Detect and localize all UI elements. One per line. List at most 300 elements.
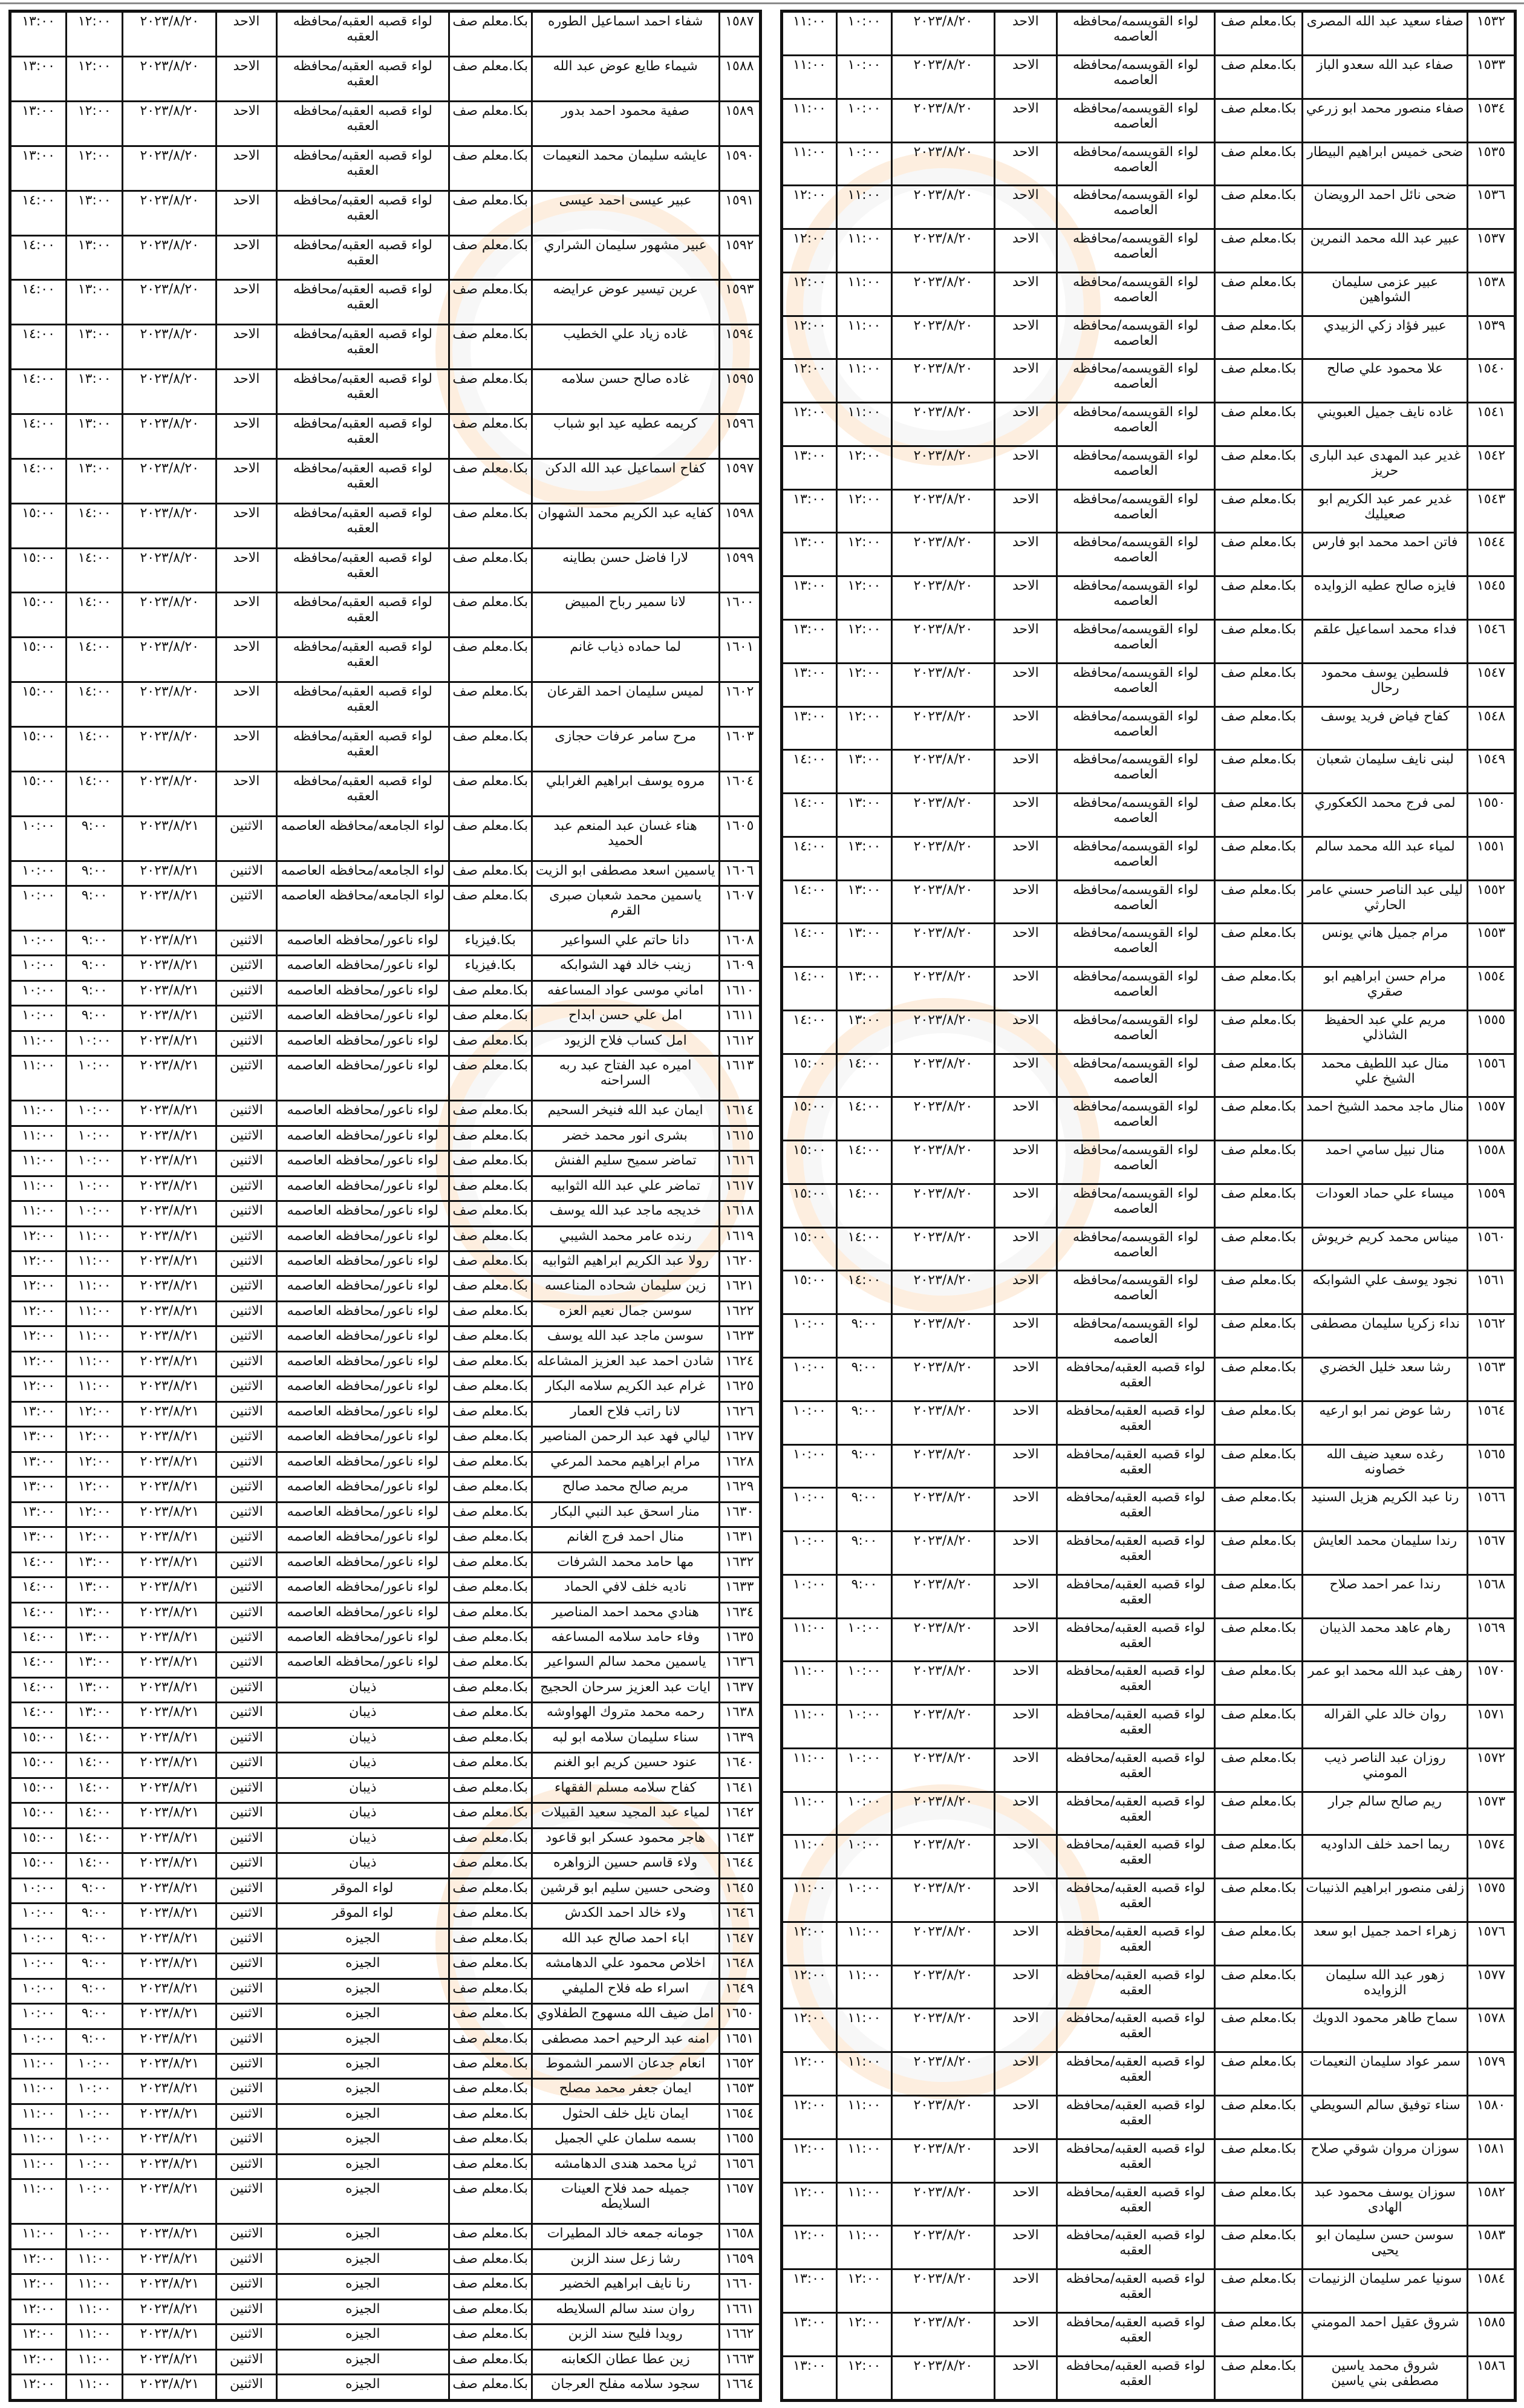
cell-district: لواء القويسمه/محافظه العاصمه <box>1057 1141 1214 1184</box>
cell-from: ١٤:٠٠ <box>67 593 123 638</box>
cell-num: ١٥٣٦ <box>1468 186 1516 229</box>
cell-day: الاحد <box>994 1010 1057 1054</box>
cell-name: ليالي فهد عبد الرحمن المناصير <box>532 1427 719 1452</box>
cell-date: ٢٠٢٣/٨/٢٠ <box>892 1835 995 1879</box>
cell-num: ١٦١٧ <box>719 1176 760 1201</box>
table-row <box>782 2356 1516 2400</box>
cell-spec: بكا.معلم صف <box>449 1703 532 1728</box>
cell-day: الاثنين <box>217 1878 276 1903</box>
cell-to: ١١:٠٠ <box>782 1662 837 1705</box>
cell-name: لمى فرج محمد الكعكوري <box>1303 794 1468 837</box>
cell-district: الجيزه <box>276 2004 449 2029</box>
cell-spec: بكا.معلم صف <box>449 1728 532 1752</box>
cell-spec: بكا.معلم صف <box>449 2299 532 2324</box>
table-row <box>782 489 1516 533</box>
cell-district: لواء ناعور/محافظه العاصمه <box>276 1502 449 1527</box>
cell-from: ١١:٠٠ <box>837 316 892 359</box>
cell-day: الاثنين <box>217 2349 276 2374</box>
cell-num: ١٦٤٤ <box>719 1853 760 1878</box>
cell-day: الاحد <box>994 1574 1057 1618</box>
cell-from: ١١:٠٠ <box>67 1377 123 1401</box>
cell-district: الجيزه <box>276 2154 449 2179</box>
cell-name: نجود يوسف علي الشوابكه <box>1303 1271 1468 1314</box>
cell-district: لواء قصبه العقبه/محافظه العقبه <box>276 727 449 772</box>
cell-name: ليلى عبد الناصر حسني عامر الحارثي <box>1303 880 1468 924</box>
table-row <box>782 11 1516 56</box>
cell-district: الجيزه <box>276 2179 449 2224</box>
cell-name: شيماء طايع عوض عبد الله <box>532 57 719 102</box>
cell-date: ٢٠٢٣/٨/٢٠ <box>123 102 217 146</box>
cell-from: ١٠:٠٠ <box>837 56 892 99</box>
cell-to: ١١:٠٠ <box>782 1618 837 1662</box>
cell-num: ١٦٢٦ <box>719 1401 760 1426</box>
cell-spec: بكا.معلم صف <box>449 1628 532 1653</box>
cell-date: ٢٠٢٣/٨/٢٠ <box>892 186 995 229</box>
table-body <box>782 11 1516 2401</box>
cell-district: لواء القويسمه/محافظه العاصمه <box>1057 533 1214 576</box>
cell-district: لواء ناعور/محافظه العاصمه <box>276 1527 449 1552</box>
cell-spec: بكا.معلم صف <box>1214 880 1303 924</box>
cell-district: لواء القويسمه/محافظه العاصمه <box>1057 359 1214 403</box>
cell-district: لواء قصبه العقبه/محافظه العقبه <box>1057 1879 1214 1922</box>
table-row <box>10 1653 761 1677</box>
cell-name: عبير مشهور سليمان الشراري <box>532 235 719 280</box>
cell-district: لواء ناعور/محافظه العاصمه <box>276 1602 449 1627</box>
cell-num: ١٦٢٧ <box>719 1427 760 1452</box>
cell-to: ١٣:٠٠ <box>782 706 837 750</box>
cell-from: ١٤:٠٠ <box>837 1141 892 1184</box>
cell-name: غاده نايف جميل العبويني <box>1303 403 1468 446</box>
cell-name: منال احمد فرج الغانم <box>532 1527 719 1552</box>
cell-day: الاحد <box>994 663 1057 706</box>
cell-from: ٩:٠٠ <box>67 1928 123 1953</box>
table-row <box>10 1031 761 1056</box>
cell-day: الاحد <box>994 1314 1057 1358</box>
cell-day: الاحد <box>994 794 1057 837</box>
cell-district: لواء ناعور/محافظه العاصمه <box>276 1427 449 1452</box>
cell-day: الاحد <box>217 57 276 102</box>
cell-day: الاثنين <box>217 1803 276 1828</box>
cell-date: ٢٠٢٣/٨/٢٠ <box>892 489 995 533</box>
cell-to: ١٣:٠٠ <box>782 2269 837 2313</box>
cell-name: ايمان نايل خلف الحثول <box>532 2104 719 2129</box>
table-row <box>782 1965 1516 2009</box>
cell-spec: بكا.معلم صف <box>1214 1314 1303 1358</box>
cell-date: ٢٠٢٣/٨/٢١ <box>123 1126 217 1150</box>
table-row <box>782 1618 1516 1662</box>
cell-name: لبنى نايف سليمان شعبان <box>1303 750 1468 794</box>
cell-to: ١٥:٠٠ <box>10 1853 67 1878</box>
cell-day: الاثنين <box>217 1301 276 1326</box>
cell-num: ١٥٧٤ <box>1468 1835 1516 1879</box>
table-row <box>10 2374 761 2400</box>
cell-name: عايشه سليمان محمد النعيمات <box>532 146 719 191</box>
cell-date: ٢٠٢٣/٨/٢١ <box>123 956 217 980</box>
cell-day: الاحد <box>217 370 276 414</box>
cell-district: لواء القويسمه/محافظه العاصمه <box>1057 186 1214 229</box>
cell-day: الاحد <box>994 1618 1057 1662</box>
cell-name: صفاء منصور محمد ابو زرعي <box>1303 99 1468 142</box>
cell-name: جومانه جمعه خالد المطيرات <box>532 2224 719 2249</box>
cell-district: لواء قصبه العقبه/محافظه العقبه <box>276 503 449 548</box>
cell-date: ٢٠٢٣/٨/٢١ <box>123 1677 217 1702</box>
cell-num: ١٦٠٦ <box>719 861 760 886</box>
cell-from: ١٣:٠٠ <box>837 750 892 794</box>
cell-day: الاحد <box>994 1401 1057 1444</box>
cell-day: الاثنين <box>217 1728 276 1752</box>
table-row <box>782 706 1516 750</box>
table-row <box>782 1141 1516 1184</box>
cell-from: ١٣:٠٠ <box>67 414 123 459</box>
cell-spec: بكا.معلم صف <box>449 886 532 931</box>
cell-date: ٢٠٢٣/٨/٢١ <box>123 2054 217 2078</box>
table-row <box>10 2274 761 2299</box>
cell-day: الاحد <box>994 142 1057 186</box>
cell-day: الاحد <box>994 619 1057 663</box>
cell-day: الاثنين <box>217 1427 276 1452</box>
cell-district: لواء القويسمه/محافظه العاصمه <box>1057 403 1214 446</box>
cell-name: لانا سمير رباح المبيض <box>532 593 719 638</box>
cell-to: ١١:٠٠ <box>10 2179 67 2224</box>
cell-district: لواء ناعور/محافظه العاصمه <box>276 1578 449 1602</box>
cell-num: ١٥٩٧ <box>719 458 760 503</box>
cell-district: لواء قصبه العقبه/محافظه العقبه <box>1057 2139 1214 2182</box>
cell-num: ١٦٢٠ <box>719 1251 760 1276</box>
cell-spec: بكا.معلم صف <box>1214 1748 1303 1792</box>
cell-from: ١٤:٠٠ <box>67 1828 123 1853</box>
cell-date: ٢٠٢٣/٨/٢١ <box>123 2274 217 2299</box>
cell-date: ٢٠٢٣/٨/٢٠ <box>892 1662 995 1705</box>
cell-date: ٢٠٢٣/٨/٢١ <box>123 1552 217 1577</box>
cell-district: لواء ناعور/محافظه العاصمه <box>276 1006 449 1031</box>
cell-date: ٢٠٢٣/٨/٢١ <box>123 2079 217 2104</box>
cell-num: ١٥٦٨ <box>1468 1574 1516 1618</box>
table-row <box>10 1728 761 1752</box>
cell-spec: بكا.معلم صف <box>1214 186 1303 229</box>
cell-num: ١٥٩٣ <box>719 280 760 325</box>
cell-day: الاثنين <box>217 1401 276 1426</box>
cell-num: ١٥٨٧ <box>719 11 760 57</box>
cell-num: ١٦١٦ <box>719 1151 760 1176</box>
cell-district: لواء قصبه العقبه/محافظه العقبه <box>276 146 449 191</box>
cell-name: لميس سليمان احمد القرعان <box>532 682 719 727</box>
cell-num: ١٥٨٥ <box>1468 2312 1516 2356</box>
cell-district: لواء قصبه العقبه/محافظه العقبه <box>1057 2226 1214 2269</box>
cell-to: ١٢:٠٠ <box>782 403 837 446</box>
cell-to: ١١:٠٠ <box>782 56 837 99</box>
cell-day: الاحد <box>994 2269 1057 2313</box>
cell-district: لواء قصبه العقبه/محافظه العقبه <box>276 325 449 370</box>
table-row <box>782 1401 1516 1444</box>
cell-date: ٢٠٢٣/٨/٢١ <box>123 1401 217 1426</box>
table-row <box>10 1578 761 1602</box>
table-row <box>10 1401 761 1426</box>
cell-day: الاحد <box>994 99 1057 142</box>
cell-date: ٢٠٢٣/٨/٢٠ <box>892 837 995 880</box>
cell-from: ٩:٠٠ <box>837 1488 892 1532</box>
cell-name: رنا عبد الكريم هزيل السنيد <box>1303 1488 1468 1532</box>
cell-from: ١٢:٠٠ <box>837 619 892 663</box>
table-row <box>10 57 761 102</box>
table-row <box>782 1574 1516 1618</box>
cell-day: الاحد <box>994 2009 1057 2052</box>
cell-from: ٩:٠٠ <box>67 956 123 980</box>
cell-spec: بكا.معلم صف <box>449 1928 532 1953</box>
cell-day: الاحد <box>217 235 276 280</box>
cell-day: الاثنين <box>217 1326 276 1351</box>
cell-day: الاثنين <box>217 1552 276 1577</box>
cell-day: الاثنين <box>217 1276 276 1301</box>
cell-spec: بكا.معلم صف <box>1214 272 1303 316</box>
cell-from: ١٣:٠٠ <box>67 1602 123 1627</box>
cell-spec: بكا.معلم صف <box>449 1477 532 1502</box>
table-row <box>10 956 761 980</box>
cell-to: ١٣:٠٠ <box>782 663 837 706</box>
cell-to: ١٣:٠٠ <box>10 1401 67 1426</box>
cell-day: الاثنين <box>217 1226 276 1251</box>
cell-date: ٢٠٢٣/٨/٢١ <box>123 816 217 861</box>
cell-date: ٢٠٢٣/٨/٢١ <box>123 1527 217 1552</box>
cell-to: ١٢:٠٠ <box>782 2009 837 2052</box>
cell-day: الاثنين <box>217 2249 276 2274</box>
cell-day: الاثنين <box>217 816 276 861</box>
cell-date: ٢٠٢٣/٨/٢١ <box>123 1301 217 1326</box>
cell-to: ١١:٠٠ <box>10 1126 67 1150</box>
cell-to: ١١:٠٠ <box>782 1879 837 1922</box>
cell-spec: بكا.معلم صف <box>449 1351 532 1376</box>
cell-name: ياسمين اسعد مصطفى ابو الزيت <box>532 861 719 886</box>
cell-date: ٢٠٢٣/٨/٢٠ <box>892 967 995 1011</box>
cell-to: ١٠:٠٠ <box>10 1954 67 1979</box>
cell-from: ١٤:٠٠ <box>67 1753 123 1778</box>
cell-from: ١٠:٠٠ <box>837 142 892 186</box>
cell-to: ١١:٠٠ <box>10 2129 67 2154</box>
cell-to: ١٤:٠٠ <box>10 1578 67 1602</box>
cell-day: الاحد <box>217 325 276 370</box>
cell-name: سوسن حسن سليمان ابو يحيى <box>1303 2226 1468 2269</box>
cell-name: وفاء حامد سلامه المساعفه <box>532 1628 719 1653</box>
cell-num: ١٥٧٨ <box>1468 2009 1516 2052</box>
cell-to: ١١:٠٠ <box>10 1101 67 1126</box>
cell-date: ٢٠٢٣/٨/٢١ <box>123 1828 217 1853</box>
cell-name: عبير عيسى احمد عيسى <box>532 191 719 235</box>
cell-date: ٢٠٢٣/٨/٢١ <box>123 2004 217 2029</box>
cell-to: ١٢:٠٠ <box>782 2139 837 2182</box>
cell-day: الاثنين <box>217 1502 276 1527</box>
cell-spec: بكا.معلم صف <box>449 1904 532 1928</box>
table-row <box>10 1753 761 1778</box>
cell-num: ١٦٣٣ <box>719 1578 760 1602</box>
cell-day: الاثنين <box>217 2154 276 2179</box>
cell-district: لواء ناعور/محافظه العاصمه <box>276 1477 449 1502</box>
cell-num: ١٦٠٥ <box>719 816 760 861</box>
cell-name: ايات عبد العزيز سرحان الحجيج <box>532 1677 719 1702</box>
table-row <box>10 1778 761 1803</box>
cell-district: ذيبان <box>276 1853 449 1878</box>
cell-to: ١٢:٠٠ <box>10 1351 67 1376</box>
cell-date: ٢٠٢٣/٨/٢٠ <box>123 325 217 370</box>
cell-district: الجيزه <box>276 2249 449 2274</box>
table-row <box>782 186 1516 229</box>
cell-name: اخلاص محمود علي الدهامشه <box>532 1954 719 1979</box>
cell-day: الاثنين <box>217 2179 276 2224</box>
cell-num: ١٥٩٠ <box>719 146 760 191</box>
cell-num: ١٥٧٧ <box>1468 1965 1516 2009</box>
cell-date: ٢٠٢٣/٨/٢١ <box>123 861 217 886</box>
cell-district: الجيزه <box>276 2224 449 2249</box>
cell-day: الاثنين <box>217 980 276 1005</box>
cell-num: ١٦٤١ <box>719 1778 760 1803</box>
cell-num: ١٦٣١ <box>719 1527 760 1552</box>
cell-district: الجيزه <box>276 1954 449 1979</box>
cell-num: ١٥٨٢ <box>1468 2182 1516 2226</box>
cell-spec: بكا.معلم صف <box>1214 1792 1303 1835</box>
cell-from: ١٢:٠٠ <box>837 576 892 620</box>
cell-to: ١٢:٠٠ <box>10 1326 67 1351</box>
cell-to: ١٠:٠٠ <box>10 861 67 886</box>
cell-date: ٢٠٢٣/٨/٢١ <box>123 1778 217 1803</box>
cell-spec: بكا.معلم صف <box>1214 2009 1303 2052</box>
cell-district: لواء قصبه العقبه/محافظه العقبه <box>1057 1574 1214 1618</box>
table-row <box>10 1126 761 1150</box>
cell-date: ٢٠٢٣/٨/٢٠ <box>892 56 995 99</box>
table-row <box>782 1488 1516 1532</box>
cell-district: لواء ناعور/محافظه العاصمه <box>276 1276 449 1301</box>
cell-to: ١٠:٠٠ <box>782 1574 837 1618</box>
cell-spec: بكا.معلم صف <box>449 1828 532 1853</box>
cell-num: ١٦٠١ <box>719 638 760 682</box>
cell-num: ١٦٣٤ <box>719 1602 760 1627</box>
cell-day: الاثنين <box>217 1527 276 1552</box>
cell-spec: بكا.معلم صف <box>1214 1618 1303 1662</box>
table-row <box>782 1010 1516 1054</box>
cell-name: ريم صالح سالم جرار <box>1303 1792 1468 1835</box>
cell-to: ١٤:٠٠ <box>10 1552 67 1577</box>
cell-day: الاثنين <box>217 2079 276 2104</box>
table-row <box>782 663 1516 706</box>
cell-from: ١١:٠٠ <box>67 2249 123 2274</box>
cell-district: الجيزه <box>276 2104 449 2129</box>
cell-spec: بكا.معلم صف <box>1214 967 1303 1011</box>
cell-date: ٢٠٢٣/٨/٢١ <box>123 1226 217 1251</box>
cell-to: ١٠:٠٠ <box>10 1979 67 2003</box>
cell-spec: بكا.معلم صف <box>1214 2052 1303 2096</box>
cell-from: ١٤:٠٠ <box>67 1778 123 1803</box>
cell-day: الاثنين <box>217 2224 276 2249</box>
cell-spec: بكا.معلم صف <box>1214 2139 1303 2182</box>
cell-num: ١٥٦٤ <box>1468 1401 1516 1444</box>
cell-to: ١١:٠٠ <box>782 11 837 56</box>
cell-num: ١٦١٩ <box>719 1226 760 1251</box>
cell-name: صفية محمود احمد بدور <box>532 102 719 146</box>
cell-num: ١٥٩٤ <box>719 325 760 370</box>
cell-day: الاحد <box>217 548 276 593</box>
cell-from: ١١:٠٠ <box>67 1326 123 1351</box>
cell-spec: بكا.معلم صف <box>449 235 532 280</box>
cell-from: ١٤:٠٠ <box>67 1853 123 1878</box>
cell-from: ١٠:٠٠ <box>67 1151 123 1176</box>
cell-spec: بكا.معلم صف <box>449 2224 532 2249</box>
table-row <box>782 1879 1516 1922</box>
cell-date: ٢٠٢٣/٨/٢١ <box>123 2299 217 2324</box>
cell-date: ٢٠٢٣/٨/٢٠ <box>892 1010 995 1054</box>
table-row <box>782 2269 1516 2313</box>
cell-spec: بكا.معلم صف <box>449 1878 532 1903</box>
table-row <box>10 2249 761 2274</box>
cell-spec: بكا.معلم صف <box>1214 837 1303 880</box>
cell-name: شادن احمد عبد العزيز المشاعله <box>532 1351 719 1376</box>
cell-day: الاحد <box>217 727 276 772</box>
cell-spec: بكا.معلم صف <box>449 2179 532 2224</box>
cell-district: لواء قصبه العقبه/محافظه العقبه <box>276 414 449 459</box>
table-row <box>10 1276 761 1301</box>
cell-from: ١١:٠٠ <box>67 1251 123 1276</box>
cell-num: ١٥٥٣ <box>1468 924 1516 967</box>
cell-from: ١٠:٠٠ <box>837 1748 892 1792</box>
cell-date: ٢٠٢٣/٨/٢١ <box>123 2129 217 2154</box>
cell-district: لواء القويسمه/محافظه العاصمه <box>1057 99 1214 142</box>
cell-from: ١٢:٠٠ <box>67 11 123 57</box>
cell-to: ١٥:٠٠ <box>782 1271 837 1314</box>
cell-spec: بكا.معلم صف <box>1214 1010 1303 1054</box>
cell-date: ٢٠٢٣/٨/٢١ <box>123 1351 217 1376</box>
table-row <box>10 682 761 727</box>
cell-from: ٩:٠٠ <box>67 886 123 931</box>
cell-date: ٢٠٢٣/٨/٢١ <box>123 930 217 955</box>
cell-name: شفاء احمد اسماعيل الطوره <box>532 11 719 57</box>
cell-spec: بكا.معلم صف <box>449 2154 532 2179</box>
cell-date: ٢٠٢٣/٨/٢٠ <box>123 548 217 593</box>
cell-from: ١٤:٠٠ <box>837 1271 892 1314</box>
cell-name: هاجر محمود عسكر ابو قاعود <box>532 1828 719 1853</box>
cell-spec: بكا.معلم صف <box>1214 99 1303 142</box>
cell-date: ٢٠٢٣/٨/٢٠ <box>123 370 217 414</box>
cell-name: ضحى نائل احمد الرويضان <box>1303 186 1468 229</box>
cell-num: ١٦٥٢ <box>719 2054 760 2078</box>
cell-name: لما حماده ذياب غانم <box>532 638 719 682</box>
cell-date: ٢٠٢٣/٨/٢٠ <box>892 142 995 186</box>
cell-name: رحمه محمد متروك الهواوشه <box>532 1703 719 1728</box>
cell-num: ١٦٥٩ <box>719 2249 760 2274</box>
cell-district: لواء قصبه العقبه/محافظه العقبه <box>1057 1792 1214 1835</box>
cell-from: ٩:٠٠ <box>67 980 123 1005</box>
cell-date: ٢٠٢٣/٨/٢٠ <box>892 2226 995 2269</box>
cell-to: ١٢:٠٠ <box>782 186 837 229</box>
cell-to: ١٣:٠٠ <box>782 576 837 620</box>
cell-num: ١٦٤٧ <box>719 1928 760 1953</box>
cell-spec: بكا.معلم صف <box>1214 1401 1303 1444</box>
schedule-table-right <box>780 10 1517 2402</box>
cell-day: الاحد <box>994 1488 1057 1532</box>
cell-to: ١٣:٠٠ <box>10 1452 67 1476</box>
cell-num: ١٦٣٨ <box>719 1703 760 1728</box>
table-body <box>10 11 761 2401</box>
cell-from: ١٠:٠٠ <box>837 11 892 56</box>
cell-from: ١١:٠٠ <box>67 2325 123 2349</box>
cell-spec: بكا.معلم صف <box>1214 2312 1303 2356</box>
cell-date: ٢٠٢٣/٨/٢٠ <box>892 11 995 56</box>
cell-to: ١٥:٠٠ <box>782 1097 837 1141</box>
cell-spec: بكا.معلم صف <box>449 2004 532 2029</box>
cell-name: زين سليمان شحاده المناعسه <box>532 1276 719 1301</box>
cell-district: لواء القويسمه/محافظه العاصمه <box>1057 1054 1214 1097</box>
cell-spec: بكا.معلم صف <box>449 771 532 816</box>
table-row <box>10 638 761 682</box>
cell-spec: بكا.معلم صف <box>449 980 532 1005</box>
cell-from: ١٠:٠٠ <box>67 1176 123 1201</box>
cell-spec: بكا.معلم صف <box>1214 489 1303 533</box>
cell-day: الاحد <box>994 533 1057 576</box>
